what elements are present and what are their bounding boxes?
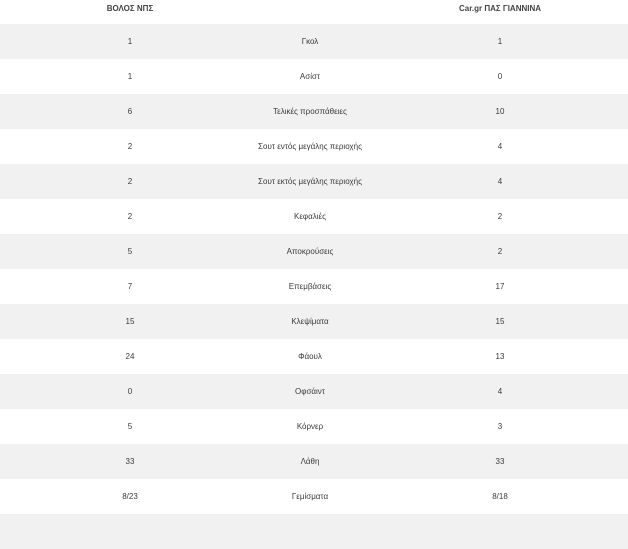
away-value: 4 [497,142,503,151]
table-row [0,129,628,164]
table-row [0,409,628,444]
away-value: 4 [497,177,503,186]
home-value: 0 [127,387,133,396]
table-row [0,304,628,339]
table-header [0,0,628,24]
home-value: 5 [127,247,133,256]
away-value: 0 [497,72,503,81]
away-value: 1 [497,37,503,46]
stat-label: Οφσάιντ [295,387,325,396]
table-row [0,199,628,234]
table-row [0,24,628,59]
table-row [0,339,628,374]
table-row [0,94,628,129]
table-row [0,479,628,514]
table-row [0,374,628,409]
stat-label: Γκολ [301,37,319,46]
away-value: 13 [495,352,505,361]
home-value: 8/23 [122,492,138,501]
stat-label: Σουτ εντός μεγάλης περιοχής [258,142,362,151]
table-row [0,444,628,479]
stat-label: Αποκρούσεις [286,247,334,256]
away-value: 2 [497,212,503,221]
stat-label: Λάθη [300,457,320,466]
home-value: 6 [127,107,133,116]
away-value: 2 [497,247,503,256]
stat-label: Κεφαλιές [294,212,326,221]
home-value: 2 [127,212,133,221]
home-value: 24 [125,352,135,361]
home-value: 1 [127,37,133,46]
stat-label: Σουτ εκτός μεγάλης περιοχής [258,177,362,186]
home-team-name: ΒΟΛΟΣ ΝΠΣ [106,4,154,13]
away-value: 3 [497,422,503,431]
table-row [0,164,628,199]
away-value: 4 [497,387,503,396]
stat-label: Ασίστ [299,72,321,81]
home-value: 2 [127,177,133,186]
home-value: 1 [127,72,133,81]
home-value: 15 [125,317,135,326]
home-value: 2 [127,142,133,151]
home-value: 33 [125,457,135,466]
stat-label: Επεμβάσεις [288,282,332,291]
stat-label: Γεμίσματα [291,492,329,501]
away-value: 33 [495,457,505,466]
away-value: 8/18 [492,492,508,501]
table-row [0,59,628,94]
away-value: 10 [495,107,505,116]
stat-label: Φάουλ [298,352,322,361]
table-row [0,269,628,304]
away-value: 15 [495,317,505,326]
stat-label: Κλεψίματα [291,317,329,326]
home-value: 5 [127,422,133,431]
table-row-partial [0,514,628,549]
home-value: 7 [127,282,133,291]
away-value: 17 [495,282,505,291]
stat-label: Τελικές προσπάθειες [273,107,347,116]
table-row [0,234,628,269]
stat-label: Κόρνερ [296,422,324,431]
away-team-name: Car.gr ΠΑΣ ΓΙΑΝΝΙΝΑ [458,4,542,13]
